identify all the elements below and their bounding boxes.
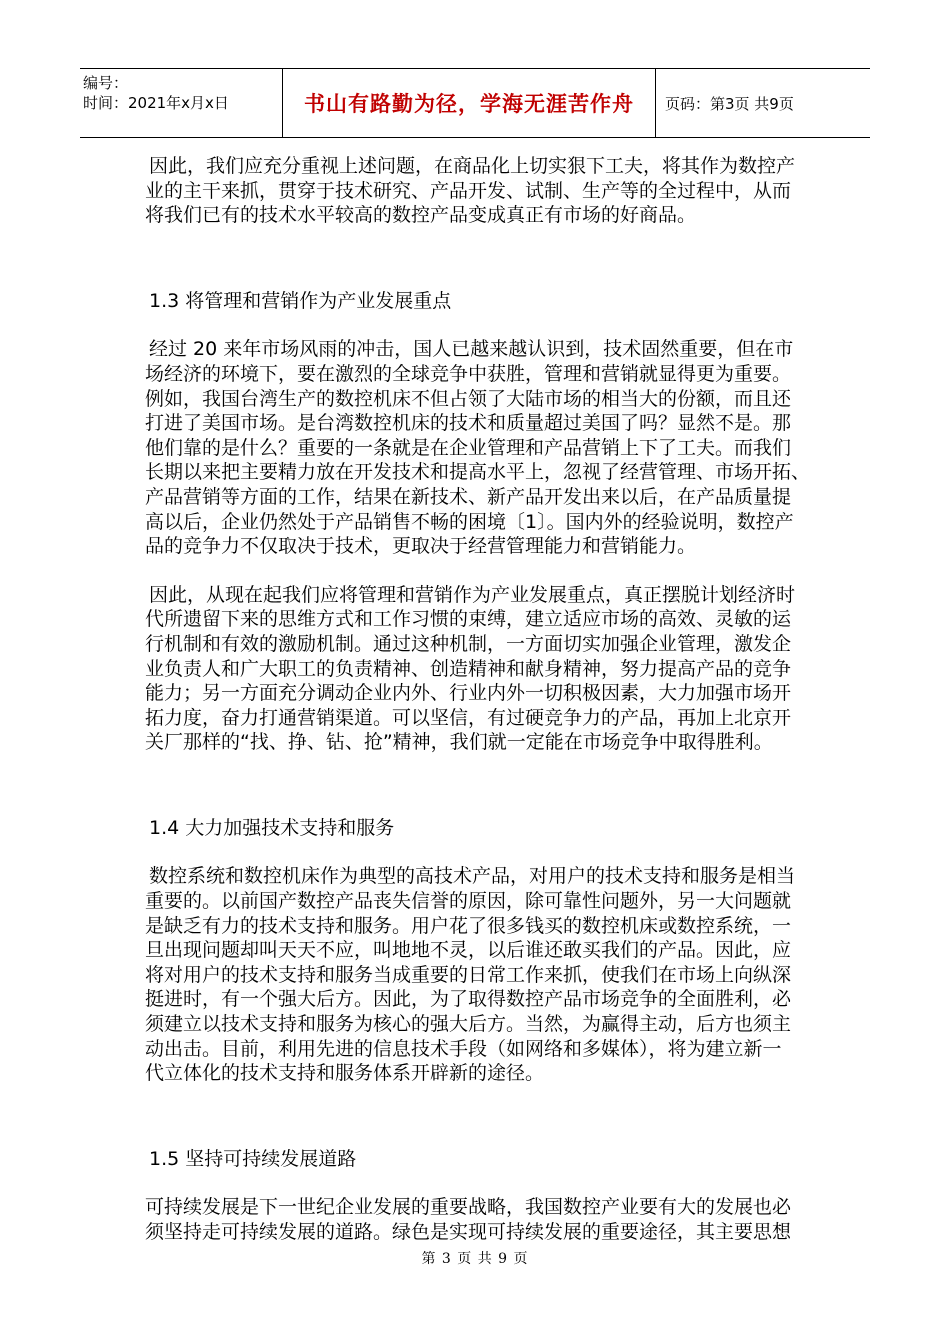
header-page-cell bbox=[656, 69, 870, 137]
paragraph-line: 代所遗留下来的思维方式和工作习惯的束缚，建立适应市场的高效、灵敏的运 bbox=[145, 608, 792, 631]
document-header bbox=[80, 68, 870, 138]
paragraph-line: 业的主干来抓，贯穿于技术研究、产品开发、试制、生产等的全过程中，从而 bbox=[145, 179, 792, 202]
paragraph-line: 高以后，企业仍然处于产品销售不畅的困境〔1〕。国内外的经验说明，数控产 bbox=[145, 510, 794, 533]
paragraph-line: 重要的。以前国产数控产品丧失信誉的原因，除可靠性问题外，另一大问题就 bbox=[145, 890, 792, 913]
paragraph-line: 须建立以技术支持和服务为核心的强大后方。当然，为赢得主动，后方也须主 bbox=[145, 1013, 792, 1036]
paragraph-line: 将对用户的技术支持和服务当成重要的日常工作来抓，使我们在市场上向纵深 bbox=[145, 963, 792, 986]
paragraph-line: 关厂那样的“找、挣、钻、抢”精神，我们就一定能在市场竞争中取得胜利。 bbox=[145, 731, 773, 754]
paragraph-line: 是缺乏有力的技术支持和服务。用户花了很多钱买的数控机床或数控系统，一 bbox=[145, 914, 792, 937]
paragraph-line: 须坚持走可持续发展的道路。绿色是实现可持续发展的重要途径，其主要思想 bbox=[145, 1221, 792, 1243]
paragraph-line: 打进了美国市场。是台湾数控机床的技术和质量超过美国了吗？显然不是。那 bbox=[145, 412, 792, 435]
paragraph-line: 数控系统和数控机床作为典型的高技术产品，对用户的技术支持和服务是相当 bbox=[149, 865, 796, 888]
paragraph-line: 挺进时，有一个强大后方。因此，为了取得数控产品市场竞争的全面胜利，必 bbox=[145, 988, 792, 1011]
paragraph-line: 拓力度，奋力打通营销渠道。可以坚信，有过硬竞争力的产品，再加上北京开 bbox=[145, 706, 792, 729]
paragraph-line: 例如，我国台湾生产的数控机床不但占领了大陆市场的相当大的份额，而且还 bbox=[145, 387, 792, 410]
paragraph-line: 因此，我们应充分重视上述问题，在商品化上切实狠下工夫，将其作为数控产 bbox=[149, 155, 796, 177]
paragraph-line: 代立体化的技术支持和服务体系开辟新的途径。 bbox=[145, 1062, 545, 1085]
paragraph-line: 可持续发展是下一世纪企业发展的重要战略，我国数控产业要有大的发展也必 bbox=[145, 1196, 792, 1219]
header-page-info: 页码：第3页 共9页 bbox=[665, 94, 794, 113]
header-meta-cell bbox=[80, 69, 283, 137]
paragraph-line: 品的竞争力不仅取决于技术，更取决于经营管理能力和营销能力。 bbox=[145, 535, 697, 558]
header-number-label: 编号： bbox=[83, 74, 129, 92]
section-heading-1-3: 1.3 将管理和营销作为产业发展重点 bbox=[149, 289, 452, 312]
paragraph-line: 行机制和有效的激励机制。通过这种机制，一方面切实加强企业管理，激发企 bbox=[145, 632, 792, 655]
section-heading-1-5: 1.5 坚持可持续发展道路 bbox=[149, 1147, 357, 1170]
page-footer: 第 3 页 共 9 页 bbox=[421, 1251, 529, 1267]
paragraph-line: 能力；另一方面充分调动企业内外、行业内外一切积极因素，大力加强市场开 bbox=[145, 682, 792, 705]
paragraph-line: 场经济的环境下，要在激烈的全球竞争中获胜，管理和营销就显得更为重要。 bbox=[145, 362, 792, 385]
header-motto-cell bbox=[283, 69, 656, 137]
paragraph-line: 将我们已有的技术水平较高的数控产品变成真正有市场的好商品。 bbox=[145, 204, 697, 227]
header-motto: 书山有路勤为径，学海无涯苦作舟 bbox=[304, 91, 634, 116]
paragraph-line: 经过 20 来年市场风雨的冲击，国人已越来越认识到，技术固然重要，但在市 bbox=[149, 338, 794, 361]
document-body bbox=[145, 154, 811, 1245]
paragraph-line: 旦出现问题却叫天天不应，叫地地不灵，以后谁还敢买我们的产品。因此，应 bbox=[145, 939, 792, 962]
header-time-label: 时间：2021年x月x日 bbox=[83, 94, 229, 112]
paragraph-line: 产品营销等方面的工作，结果在新技术、新产品开发出来以后，在产品质量提 bbox=[145, 485, 792, 508]
paragraph-line: 因此，从现在起我们应将管理和营销作为产业发展重点，真正摆脱计划经济时 bbox=[149, 583, 796, 606]
paragraph-line: 他们靠的是什么？重要的一条就是在企业管理和产品营销上下了工夫。而我们 bbox=[145, 436, 792, 459]
section-heading-1-4: 1.4 大力加强技术支持和服务 bbox=[149, 816, 395, 839]
paragraph-line: 动出击。目前，利用先进的信息技术手段（如网络和多媒体），将为建立新一 bbox=[145, 1037, 782, 1060]
paragraph-line: 长期以来把主要精力放在开发技术和提高水平上，忽视了经营管理、市场开拓、 bbox=[145, 461, 811, 484]
paragraph-line: 业负责人和广大职工的负责精神、创造精神和献身精神，努力提高产品的竞争 bbox=[145, 657, 792, 680]
